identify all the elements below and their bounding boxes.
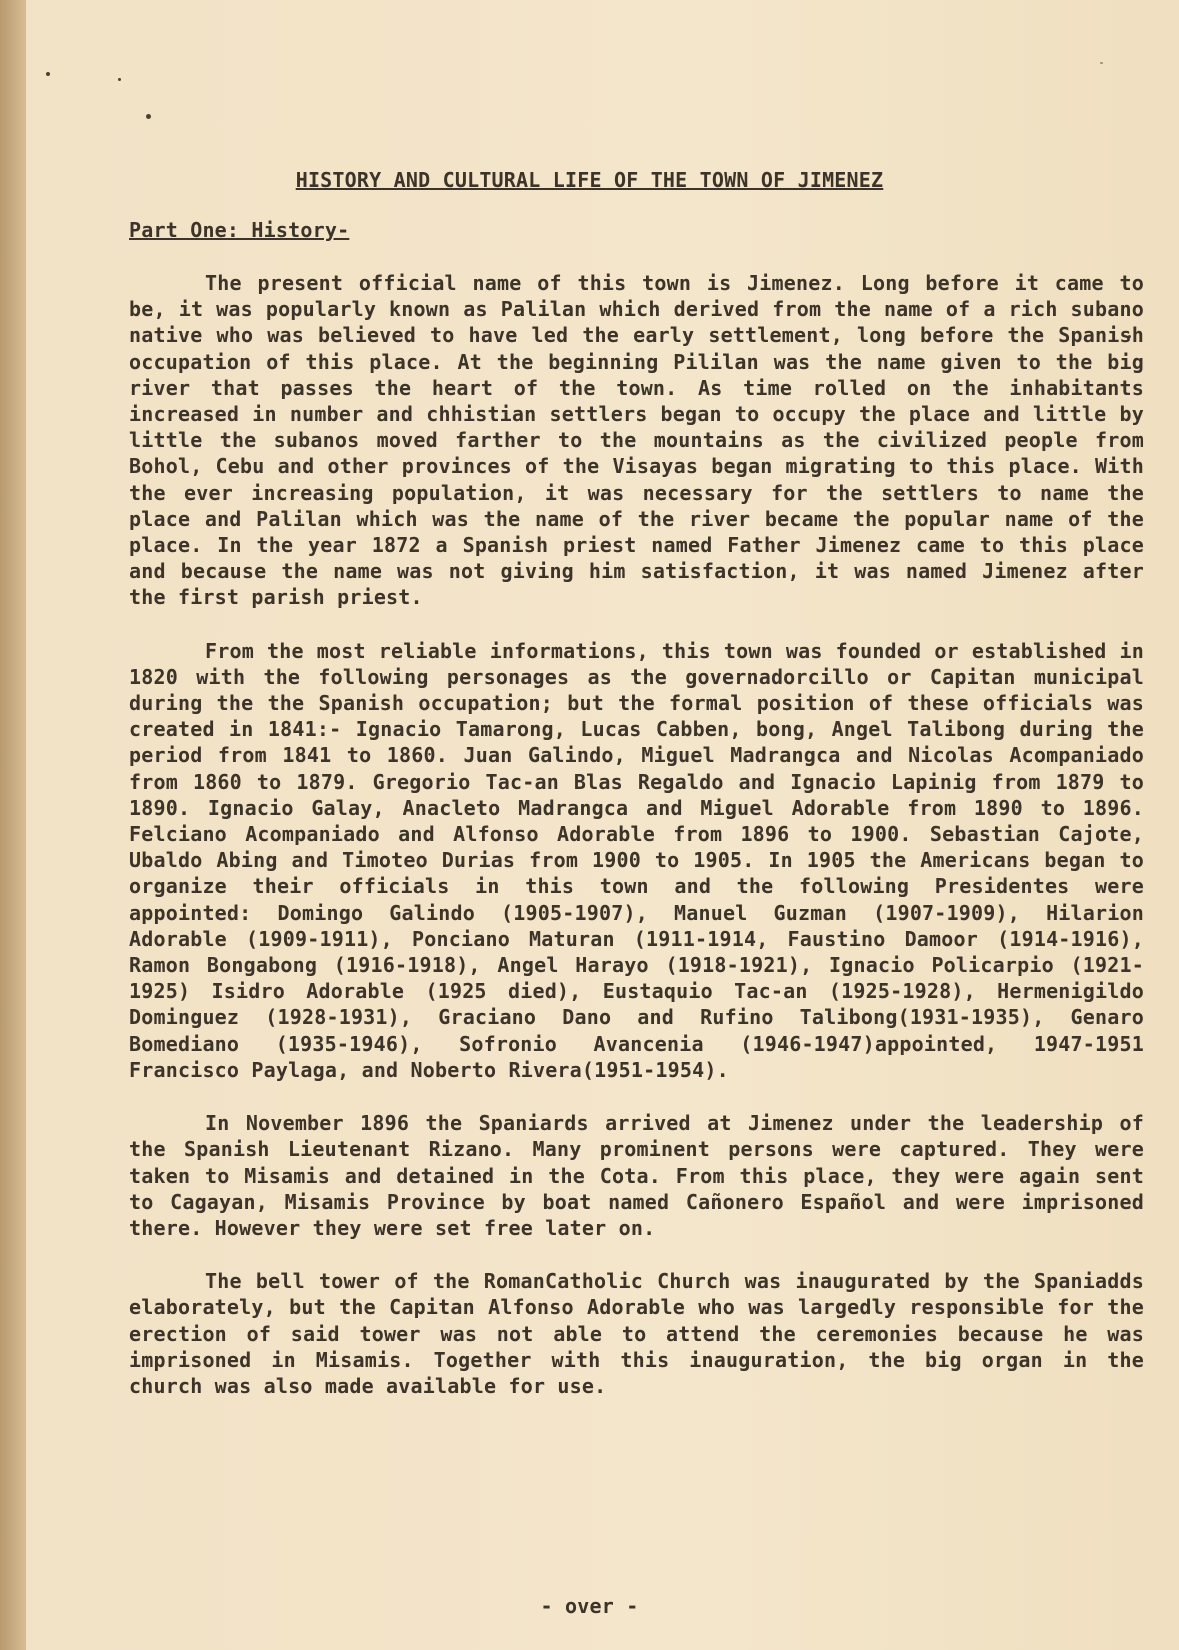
paragraph-spanish-arrival: In November 1896 the Spaniards arrived at Jimenez under the leadership of the Spanish Lieutenant Rizano. Many prominent persons were captured. They were taken to Misamis and detained in the Cota. From this place, they were again sent to Cagayan, Misamis Province by boat named Cañonero Español and were imprisoned there. However they were set free later on. — [129, 1111, 1144, 1240]
page-footer: - over - — [540, 1594, 639, 1618]
paragraph-bell-tower: The bell tower of the RomanCatholic Church was inaugurated by the Spaniadds elaborately, but the Capitan Alfonso Adorable who was largedly responsible for the erection of said tower was not able to attend the ceremonies because he was imprisoned in Misamis. Together with this inauguration, the big organ in the church was also made available for use. — [129, 1269, 1144, 1398]
ink-speck — [46, 72, 50, 76]
document-body — [129, 270, 1144, 1426]
section-heading: Part One: History- — [129, 218, 350, 242]
binding-edge — [0, 0, 26, 1650]
ink-speck — [1100, 62, 1103, 64]
paragraph-officials: From the most reliable informations, this town was founded or established in 1820 with the following personages as the governadorcillo or Capitan municipal during the the Spanish occupation; but the formal position of these officials was created in 1841:- Ignacio Tamarong, Lucas Cabben, bong, Angel Talibong during the period from 1841 to 1860. Juan Galindo, Miguel Madrangca and Nicolas Acompaniado from 1860 to 1879. Gregorio Tac-an Blas Regaldo and Ignacio Lapinig from 1879 to 1890. Ignacio Galay, Anacleto Madrangca and Miguel Adorable from 1890 to 1896. Felciano Acompaniado and Alfonso Adorable from 1896 to 1900. Sebastian Cajote, Ubaldo Abing and Timoteo Durias from 1900 to 1905. In 1905 the Americans began to organize their officials in this town and the following Presidentes were appointed: Domingo Galindo (1905-1907), Manuel Guzman (1907-1909), Hilarion Adorable (1909-1911), Ponciano Maturan (1911-1914, Faustino Damoor (1914-1916), Ramon Bongabong (1916-1918), Angel Harayo (1918-1921), Ignacio Policarpio (1921-1925) Isidro Adorable (1925 died), Eustaquio Tac-an (1925-1928), Hermenigildo Dominguez (1928-1931), Graciano Dano and Rufino Talibong(1931-1935), Genaro Bomediano (1935-1946), Sofronio Avancenia (1946-1947)appointed, 1947-1951 Francisco Paylaga, and Noberto Rivera(1951-1954). — [129, 638, 1144, 1082]
page-title: HISTORY AND CULTURAL LIFE OF THE TOWN OF JIMENEZ — [295, 168, 884, 192]
ink-speck — [146, 114, 151, 119]
ink-speck — [118, 78, 121, 81]
paragraph-name-origin: The present official name of this town is Jimenez. Long before it came to be, it was popularly known as Palilan which derived from the name of a rich subano native who was believed to have led the early settlement, long before the Spanish occupation of this place. At the beginning Pililan was the name given to the big river that passes the heart of the town. As time rolled on the inhabitants increased in number and chhistian settlers began to occupy the place and little by little the subanos moved farther to the mountains as the civilized people from Bohol, Cebu and other provinces of the Visayas began migrating to this place. With the ever increasing population, it was necessary for the settlers to name the place and Palilan which was the name of the river became the popular name of the place. In the year 1872 a Spanish priest named Father Jimenez came to this place and because the name was not giving him satisfaction, it was named Jimenez after the first parish priest. — [129, 271, 1144, 610]
